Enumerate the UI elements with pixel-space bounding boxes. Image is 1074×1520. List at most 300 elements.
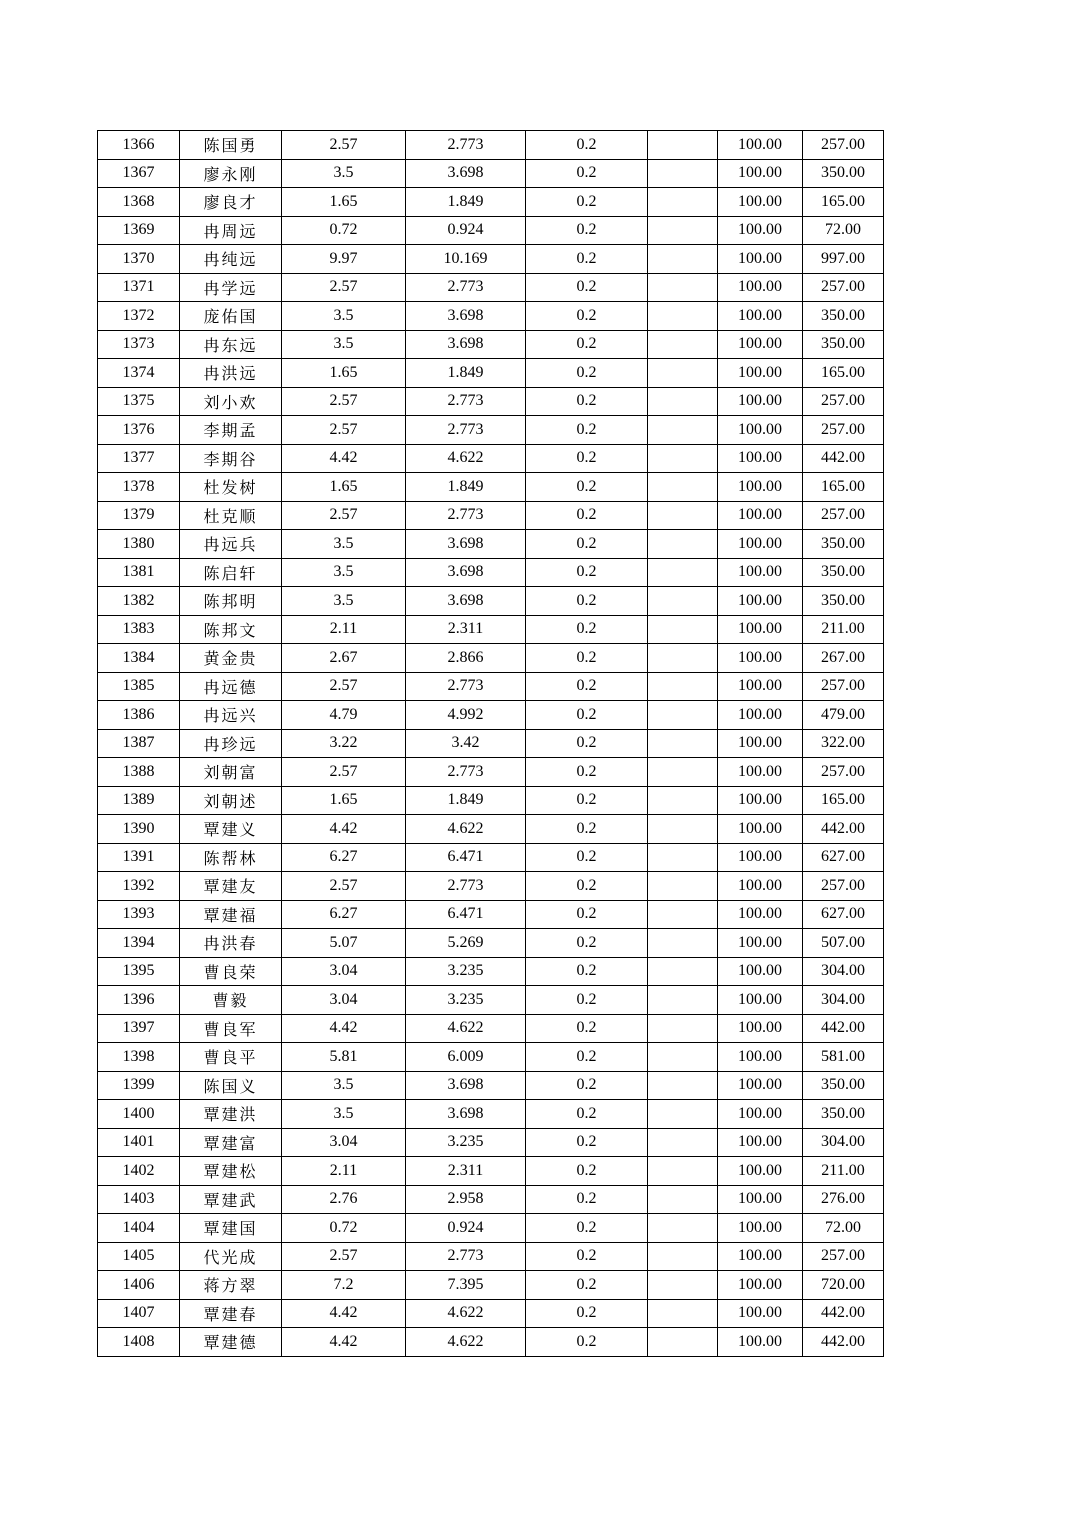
table-row bbox=[98, 701, 884, 730]
name-cell: 曹毅 bbox=[180, 986, 282, 1015]
blank-cell bbox=[648, 1214, 718, 1243]
value-d-cell: 100.00 bbox=[718, 302, 803, 331]
amount-cell: 442.00 bbox=[803, 815, 884, 844]
value-c-cell: 0.2 bbox=[526, 900, 648, 929]
value-c-cell: 0.2 bbox=[526, 758, 648, 787]
row-number-cell: 1393 bbox=[98, 900, 180, 929]
blank-cell bbox=[648, 188, 718, 217]
value-b-cell: 4.622 bbox=[406, 1299, 526, 1328]
name-cell: 陈启轩 bbox=[180, 558, 282, 587]
value-d-cell: 100.00 bbox=[718, 1043, 803, 1072]
amount-cell: 350.00 bbox=[803, 330, 884, 359]
amount-cell: 350.00 bbox=[803, 1071, 884, 1100]
value-b-cell: 0.924 bbox=[406, 216, 526, 245]
value-b-cell: 2.773 bbox=[406, 872, 526, 901]
name-cell: 杜发树 bbox=[180, 473, 282, 502]
value-a-cell: 3.5 bbox=[282, 587, 406, 616]
blank-cell bbox=[648, 843, 718, 872]
value-b-cell: 1.849 bbox=[406, 473, 526, 502]
value-c-cell: 0.2 bbox=[526, 302, 648, 331]
table-row bbox=[98, 815, 884, 844]
blank-cell bbox=[648, 900, 718, 929]
value-d-cell: 100.00 bbox=[718, 644, 803, 673]
blank-cell bbox=[648, 416, 718, 445]
value-a-cell: 2.57 bbox=[282, 872, 406, 901]
blank-cell bbox=[648, 473, 718, 502]
name-cell: 冉远兵 bbox=[180, 530, 282, 559]
value-c-cell: 0.2 bbox=[526, 1242, 648, 1271]
value-c-cell: 0.2 bbox=[526, 444, 648, 473]
value-d-cell: 100.00 bbox=[718, 701, 803, 730]
blank-cell bbox=[648, 644, 718, 673]
table-row bbox=[98, 644, 884, 673]
blank-cell bbox=[648, 701, 718, 730]
amount-cell: 257.00 bbox=[803, 131, 884, 160]
value-d-cell: 100.00 bbox=[718, 1328, 803, 1357]
value-a-cell: 5.81 bbox=[282, 1043, 406, 1072]
amount-cell: 257.00 bbox=[803, 387, 884, 416]
name-cell: 冉东远 bbox=[180, 330, 282, 359]
table-row bbox=[98, 188, 884, 217]
blank-cell bbox=[648, 1328, 718, 1357]
amount-cell: 304.00 bbox=[803, 986, 884, 1015]
row-number-cell: 1376 bbox=[98, 416, 180, 445]
row-number-cell: 1388 bbox=[98, 758, 180, 787]
value-b-cell: 3.698 bbox=[406, 558, 526, 587]
row-number-cell: 1368 bbox=[98, 188, 180, 217]
amount-cell: 267.00 bbox=[803, 644, 884, 673]
value-b-cell: 2.311 bbox=[406, 1157, 526, 1186]
name-cell: 曹良荣 bbox=[180, 957, 282, 986]
value-a-cell: 2.57 bbox=[282, 1242, 406, 1271]
row-number-cell: 1394 bbox=[98, 929, 180, 958]
value-d-cell: 100.00 bbox=[718, 1071, 803, 1100]
amount-cell: 627.00 bbox=[803, 843, 884, 872]
value-c-cell: 0.2 bbox=[526, 558, 648, 587]
table-row bbox=[98, 729, 884, 758]
name-cell: 李期谷 bbox=[180, 444, 282, 473]
value-c-cell: 0.2 bbox=[526, 131, 648, 160]
value-c-cell: 0.2 bbox=[526, 159, 648, 188]
name-cell: 冉学远 bbox=[180, 273, 282, 302]
blank-cell bbox=[648, 1299, 718, 1328]
value-d-cell: 100.00 bbox=[718, 1128, 803, 1157]
value-d-cell: 100.00 bbox=[718, 729, 803, 758]
table-row bbox=[98, 1100, 884, 1129]
value-a-cell: 1.65 bbox=[282, 359, 406, 388]
value-b-cell: 2.773 bbox=[406, 501, 526, 530]
amount-cell: 350.00 bbox=[803, 587, 884, 616]
value-c-cell: 0.2 bbox=[526, 957, 648, 986]
value-a-cell: 3.5 bbox=[282, 302, 406, 331]
table-row bbox=[98, 1014, 884, 1043]
value-c-cell: 0.2 bbox=[526, 273, 648, 302]
value-b-cell: 2.958 bbox=[406, 1185, 526, 1214]
value-c-cell: 0.2 bbox=[526, 330, 648, 359]
value-c-cell: 0.2 bbox=[526, 701, 648, 730]
amount-cell: 165.00 bbox=[803, 786, 884, 815]
table-row bbox=[98, 986, 884, 1015]
value-a-cell: 3.5 bbox=[282, 330, 406, 359]
value-a-cell: 3.5 bbox=[282, 1071, 406, 1100]
blank-cell bbox=[648, 444, 718, 473]
value-a-cell: 4.42 bbox=[282, 815, 406, 844]
blank-cell bbox=[648, 387, 718, 416]
value-a-cell: 5.07 bbox=[282, 929, 406, 958]
amount-cell: 165.00 bbox=[803, 473, 884, 502]
name-cell: 覃建国 bbox=[180, 1214, 282, 1243]
amount-cell: 350.00 bbox=[803, 1100, 884, 1129]
value-d-cell: 100.00 bbox=[718, 872, 803, 901]
table-row bbox=[98, 387, 884, 416]
value-a-cell: 2.11 bbox=[282, 1157, 406, 1186]
value-c-cell: 0.2 bbox=[526, 473, 648, 502]
row-number-cell: 1408 bbox=[98, 1328, 180, 1357]
value-c-cell: 0.2 bbox=[526, 587, 648, 616]
amount-cell: 165.00 bbox=[803, 359, 884, 388]
amount-cell: 257.00 bbox=[803, 758, 884, 787]
value-c-cell: 0.2 bbox=[526, 359, 648, 388]
table-row bbox=[98, 843, 884, 872]
value-a-cell: 6.27 bbox=[282, 843, 406, 872]
table-row bbox=[98, 1157, 884, 1186]
value-d-cell: 100.00 bbox=[718, 558, 803, 587]
row-number-cell: 1402 bbox=[98, 1157, 180, 1186]
amount-cell: 442.00 bbox=[803, 1328, 884, 1357]
amount-cell: 350.00 bbox=[803, 159, 884, 188]
name-cell: 冉洪春 bbox=[180, 929, 282, 958]
value-b-cell: 2.773 bbox=[406, 1242, 526, 1271]
blank-cell bbox=[648, 587, 718, 616]
blank-cell bbox=[648, 1242, 718, 1271]
value-a-cell: 1.65 bbox=[282, 786, 406, 815]
value-a-cell: 2.57 bbox=[282, 672, 406, 701]
name-cell: 冉珍远 bbox=[180, 729, 282, 758]
name-cell: 覃建富 bbox=[180, 1128, 282, 1157]
amount-cell: 211.00 bbox=[803, 1157, 884, 1186]
name-cell: 覃建友 bbox=[180, 872, 282, 901]
blank-cell bbox=[648, 359, 718, 388]
table-row bbox=[98, 273, 884, 302]
value-c-cell: 0.2 bbox=[526, 1071, 648, 1100]
value-c-cell: 0.2 bbox=[526, 929, 648, 958]
value-b-cell: 1.849 bbox=[406, 786, 526, 815]
row-number-cell: 1378 bbox=[98, 473, 180, 502]
value-d-cell: 100.00 bbox=[718, 273, 803, 302]
value-d-cell: 100.00 bbox=[718, 929, 803, 958]
table-row bbox=[98, 1128, 884, 1157]
name-cell: 刘朝述 bbox=[180, 786, 282, 815]
row-number-cell: 1367 bbox=[98, 159, 180, 188]
name-cell: 冉纯远 bbox=[180, 245, 282, 274]
name-cell: 李期孟 bbox=[180, 416, 282, 445]
row-number-cell: 1366 bbox=[98, 131, 180, 160]
table-row bbox=[98, 501, 884, 530]
value-c-cell: 0.2 bbox=[526, 815, 648, 844]
value-a-cell: 3.04 bbox=[282, 957, 406, 986]
value-c-cell: 0.2 bbox=[526, 501, 648, 530]
amount-cell: 507.00 bbox=[803, 929, 884, 958]
value-d-cell: 100.00 bbox=[718, 1271, 803, 1300]
blank-cell bbox=[648, 558, 718, 587]
blank-cell bbox=[648, 957, 718, 986]
blank-cell bbox=[648, 1271, 718, 1300]
row-number-cell: 1372 bbox=[98, 302, 180, 331]
row-number-cell: 1371 bbox=[98, 273, 180, 302]
name-cell: 黄金贵 bbox=[180, 644, 282, 673]
table-row bbox=[98, 444, 884, 473]
value-c-cell: 0.2 bbox=[526, 188, 648, 217]
name-cell: 蒋方翠 bbox=[180, 1271, 282, 1300]
amount-cell: 257.00 bbox=[803, 1242, 884, 1271]
value-a-cell: 3.5 bbox=[282, 530, 406, 559]
value-b-cell: 3.235 bbox=[406, 957, 526, 986]
row-number-cell: 1407 bbox=[98, 1299, 180, 1328]
value-c-cell: 0.2 bbox=[526, 672, 648, 701]
blank-cell bbox=[648, 672, 718, 701]
value-d-cell: 100.00 bbox=[718, 359, 803, 388]
name-cell: 冉远兴 bbox=[180, 701, 282, 730]
value-c-cell: 0.2 bbox=[526, 1185, 648, 1214]
row-number-cell: 1374 bbox=[98, 359, 180, 388]
name-cell: 曹良平 bbox=[180, 1043, 282, 1072]
value-c-cell: 0.2 bbox=[526, 615, 648, 644]
name-cell: 廖良才 bbox=[180, 188, 282, 217]
value-b-cell: 3.698 bbox=[406, 1071, 526, 1100]
value-b-cell: 2.866 bbox=[406, 644, 526, 673]
name-cell: 冉洪远 bbox=[180, 359, 282, 388]
value-a-cell: 1.65 bbox=[282, 473, 406, 502]
blank-cell bbox=[648, 986, 718, 1015]
blank-cell bbox=[648, 1185, 718, 1214]
table-row bbox=[98, 216, 884, 245]
table-row bbox=[98, 558, 884, 587]
value-b-cell: 2.311 bbox=[406, 615, 526, 644]
table-row bbox=[98, 1071, 884, 1100]
value-d-cell: 100.00 bbox=[718, 986, 803, 1015]
name-cell: 覃建德 bbox=[180, 1328, 282, 1357]
value-c-cell: 0.2 bbox=[526, 1128, 648, 1157]
blank-cell bbox=[648, 615, 718, 644]
blank-cell bbox=[648, 929, 718, 958]
value-d-cell: 100.00 bbox=[718, 444, 803, 473]
value-b-cell: 2.773 bbox=[406, 131, 526, 160]
row-number-cell: 1405 bbox=[98, 1242, 180, 1271]
value-b-cell: 3.698 bbox=[406, 587, 526, 616]
value-b-cell: 4.622 bbox=[406, 444, 526, 473]
value-d-cell: 100.00 bbox=[718, 758, 803, 787]
blank-cell bbox=[648, 1043, 718, 1072]
amount-cell: 322.00 bbox=[803, 729, 884, 758]
value-a-cell: 4.42 bbox=[282, 1014, 406, 1043]
row-number-cell: 1381 bbox=[98, 558, 180, 587]
value-c-cell: 0.2 bbox=[526, 986, 648, 1015]
blank-cell bbox=[648, 1014, 718, 1043]
name-cell: 覃建义 bbox=[180, 815, 282, 844]
row-number-cell: 1389 bbox=[98, 786, 180, 815]
value-b-cell: 1.849 bbox=[406, 359, 526, 388]
amount-cell: 350.00 bbox=[803, 558, 884, 587]
table-row bbox=[98, 900, 884, 929]
table-row bbox=[98, 587, 884, 616]
table-row bbox=[98, 1242, 884, 1271]
name-cell: 陈国义 bbox=[180, 1071, 282, 1100]
value-d-cell: 100.00 bbox=[718, 159, 803, 188]
value-d-cell: 100.00 bbox=[718, 131, 803, 160]
table-body bbox=[98, 131, 884, 1357]
value-c-cell: 0.2 bbox=[526, 1157, 648, 1186]
blank-cell bbox=[648, 872, 718, 901]
value-a-cell: 2.57 bbox=[282, 273, 406, 302]
value-b-cell: 2.773 bbox=[406, 273, 526, 302]
value-a-cell: 9.97 bbox=[282, 245, 406, 274]
amount-cell: 165.00 bbox=[803, 188, 884, 217]
value-c-cell: 0.2 bbox=[526, 843, 648, 872]
table-row bbox=[98, 330, 884, 359]
value-d-cell: 100.00 bbox=[718, 1185, 803, 1214]
value-d-cell: 100.00 bbox=[718, 1299, 803, 1328]
blank-cell bbox=[648, 159, 718, 188]
table-row bbox=[98, 245, 884, 274]
value-b-cell: 7.395 bbox=[406, 1271, 526, 1300]
row-number-cell: 1395 bbox=[98, 957, 180, 986]
value-c-cell: 0.2 bbox=[526, 245, 648, 274]
row-number-cell: 1373 bbox=[98, 330, 180, 359]
value-a-cell: 4.42 bbox=[282, 1299, 406, 1328]
amount-cell: 276.00 bbox=[803, 1185, 884, 1214]
row-number-cell: 1391 bbox=[98, 843, 180, 872]
row-number-cell: 1406 bbox=[98, 1271, 180, 1300]
value-d-cell: 100.00 bbox=[718, 216, 803, 245]
value-b-cell: 0.924 bbox=[406, 1214, 526, 1243]
value-a-cell: 2.57 bbox=[282, 758, 406, 787]
value-d-cell: 100.00 bbox=[718, 245, 803, 274]
row-number-cell: 1382 bbox=[98, 587, 180, 616]
value-b-cell: 3.698 bbox=[406, 330, 526, 359]
name-cell: 覃建洪 bbox=[180, 1100, 282, 1129]
blank-cell bbox=[648, 1071, 718, 1100]
value-b-cell: 4.992 bbox=[406, 701, 526, 730]
row-number-cell: 1397 bbox=[98, 1014, 180, 1043]
value-b-cell: 3.235 bbox=[406, 1128, 526, 1157]
value-d-cell: 100.00 bbox=[718, 1100, 803, 1129]
value-a-cell: 2.57 bbox=[282, 501, 406, 530]
row-number-cell: 1390 bbox=[98, 815, 180, 844]
row-number-cell: 1398 bbox=[98, 1043, 180, 1072]
value-a-cell: 2.76 bbox=[282, 1185, 406, 1214]
amount-cell: 627.00 bbox=[803, 900, 884, 929]
value-c-cell: 0.2 bbox=[526, 1014, 648, 1043]
amount-cell: 350.00 bbox=[803, 530, 884, 559]
blank-cell bbox=[648, 501, 718, 530]
value-a-cell: 3.5 bbox=[282, 1100, 406, 1129]
amount-cell: 720.00 bbox=[803, 1271, 884, 1300]
name-cell: 陈国勇 bbox=[180, 131, 282, 160]
value-d-cell: 100.00 bbox=[718, 416, 803, 445]
table-row bbox=[98, 758, 884, 787]
value-c-cell: 0.2 bbox=[526, 387, 648, 416]
value-d-cell: 100.00 bbox=[718, 672, 803, 701]
value-b-cell: 3.698 bbox=[406, 530, 526, 559]
value-a-cell: 7.2 bbox=[282, 1271, 406, 1300]
value-a-cell: 2.57 bbox=[282, 416, 406, 445]
blank-cell bbox=[648, 216, 718, 245]
name-cell: 廖永刚 bbox=[180, 159, 282, 188]
table-row bbox=[98, 672, 884, 701]
value-c-cell: 0.2 bbox=[526, 530, 648, 559]
name-cell: 覃建福 bbox=[180, 900, 282, 929]
value-d-cell: 100.00 bbox=[718, 615, 803, 644]
value-c-cell: 0.2 bbox=[526, 1043, 648, 1072]
value-b-cell: 3.698 bbox=[406, 159, 526, 188]
table-row bbox=[98, 131, 884, 160]
table-row bbox=[98, 473, 884, 502]
row-number-cell: 1399 bbox=[98, 1071, 180, 1100]
value-d-cell: 100.00 bbox=[718, 957, 803, 986]
value-d-cell: 100.00 bbox=[718, 387, 803, 416]
value-a-cell: 2.57 bbox=[282, 387, 406, 416]
table-row bbox=[98, 786, 884, 815]
name-cell: 杜克顺 bbox=[180, 501, 282, 530]
value-d-cell: 100.00 bbox=[718, 1214, 803, 1243]
row-number-cell: 1369 bbox=[98, 216, 180, 245]
value-a-cell: 0.72 bbox=[282, 1214, 406, 1243]
row-number-cell: 1403 bbox=[98, 1185, 180, 1214]
value-a-cell: 4.42 bbox=[282, 444, 406, 473]
value-b-cell: 2.773 bbox=[406, 758, 526, 787]
table-row bbox=[98, 1043, 884, 1072]
name-cell: 陈邦文 bbox=[180, 615, 282, 644]
value-a-cell: 6.27 bbox=[282, 900, 406, 929]
value-b-cell: 2.773 bbox=[406, 387, 526, 416]
row-number-cell: 1404 bbox=[98, 1214, 180, 1243]
value-b-cell: 2.773 bbox=[406, 416, 526, 445]
value-c-cell: 0.2 bbox=[526, 644, 648, 673]
value-d-cell: 100.00 bbox=[718, 330, 803, 359]
blank-cell bbox=[648, 815, 718, 844]
row-number-cell: 1386 bbox=[98, 701, 180, 730]
value-c-cell: 0.2 bbox=[526, 786, 648, 815]
blank-cell bbox=[648, 302, 718, 331]
blank-cell bbox=[648, 1128, 718, 1157]
value-d-cell: 100.00 bbox=[718, 815, 803, 844]
value-b-cell: 6.471 bbox=[406, 900, 526, 929]
amount-cell: 72.00 bbox=[803, 1214, 884, 1243]
value-c-cell: 0.2 bbox=[526, 1299, 648, 1328]
value-a-cell: 4.42 bbox=[282, 1328, 406, 1357]
value-b-cell: 4.622 bbox=[406, 1014, 526, 1043]
value-a-cell: 3.22 bbox=[282, 729, 406, 758]
amount-cell: 72.00 bbox=[803, 216, 884, 245]
table-row bbox=[98, 416, 884, 445]
value-b-cell: 6.471 bbox=[406, 843, 526, 872]
value-d-cell: 100.00 bbox=[718, 1157, 803, 1186]
name-cell: 覃建武 bbox=[180, 1185, 282, 1214]
value-c-cell: 0.2 bbox=[526, 1100, 648, 1129]
value-d-cell: 100.00 bbox=[718, 587, 803, 616]
value-d-cell: 100.00 bbox=[718, 1242, 803, 1271]
table-row bbox=[98, 1299, 884, 1328]
amount-cell: 350.00 bbox=[803, 302, 884, 331]
row-number-cell: 1392 bbox=[98, 872, 180, 901]
name-cell: 覃建松 bbox=[180, 1157, 282, 1186]
value-d-cell: 100.00 bbox=[718, 1014, 803, 1043]
table-row bbox=[98, 359, 884, 388]
value-a-cell: 3.5 bbox=[282, 558, 406, 587]
row-number-cell: 1384 bbox=[98, 644, 180, 673]
table-row bbox=[98, 1214, 884, 1243]
value-b-cell: 4.622 bbox=[406, 815, 526, 844]
